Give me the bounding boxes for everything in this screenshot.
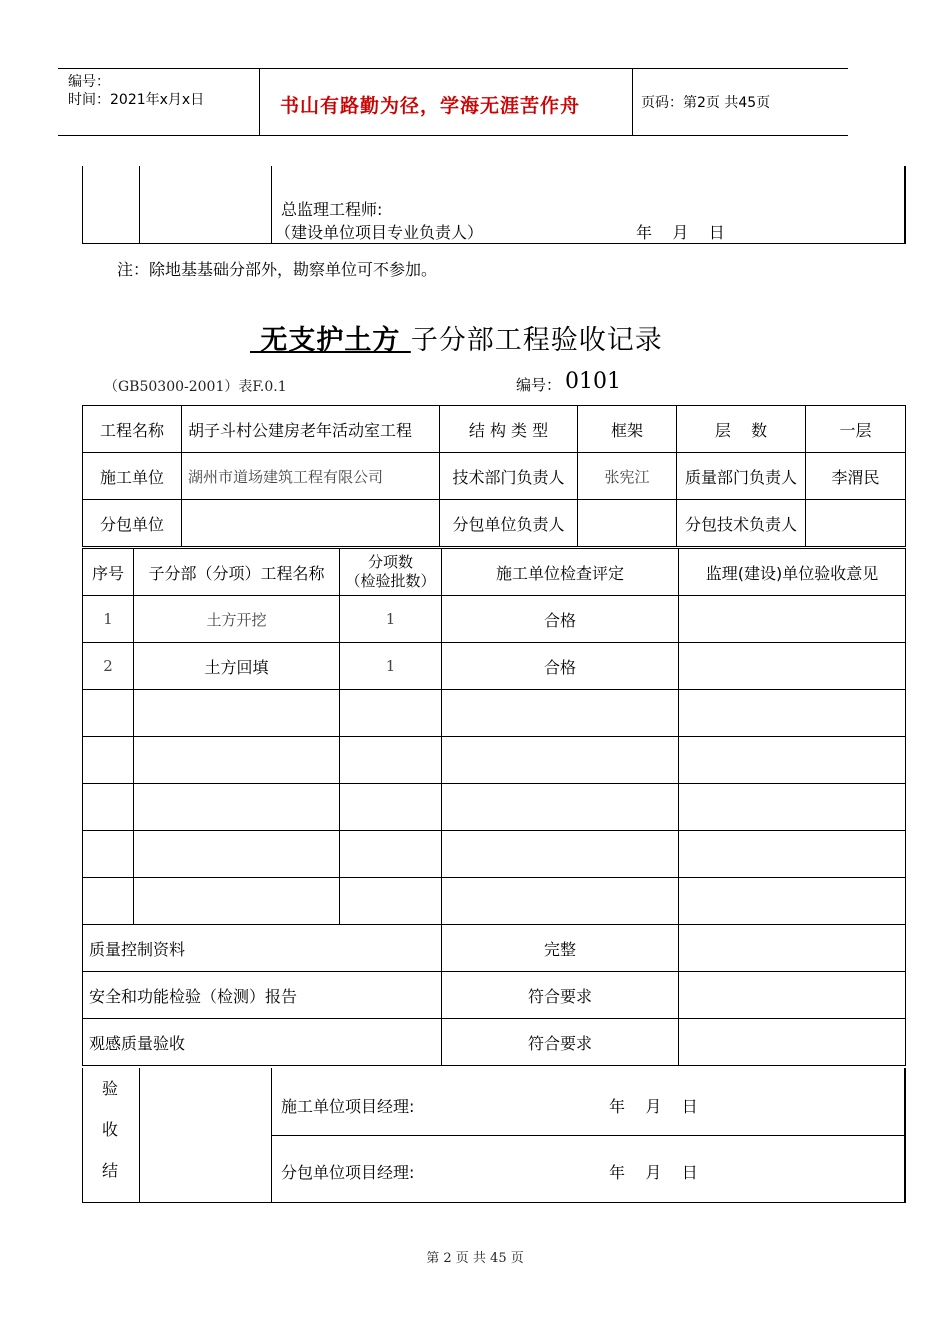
header-row xyxy=(83,549,906,596)
top-date: 年 月 日 xyxy=(636,223,725,242)
col-name: 子分部（分项）工程名称 xyxy=(134,549,340,596)
sub-pm-label: 分包单位项目经理: xyxy=(281,1163,415,1182)
items-table xyxy=(82,548,906,1066)
code-value: 0101 xyxy=(565,369,621,394)
summary-label: 安全和功能检验（检测）报告 xyxy=(83,972,442,1019)
row-check: 合格 xyxy=(442,643,679,690)
code-label: 编号： xyxy=(516,376,562,394)
project-name: 胡子斗村公建房老年活动室工程 xyxy=(182,406,440,453)
empty-row xyxy=(83,878,906,925)
sub-tech-label: 分包技术负责人 xyxy=(677,500,806,547)
quality-head-value: 李渭民 xyxy=(806,453,906,500)
row-opinion xyxy=(679,643,906,690)
row-count: 1 xyxy=(340,596,442,643)
summary-row xyxy=(83,1019,906,1066)
info-table xyxy=(82,405,906,547)
page-footer: 第 2 页 共 45 页 xyxy=(426,1251,524,1266)
row-name: 土方开挖 xyxy=(134,596,340,643)
row-name: 土方回填 xyxy=(134,643,340,690)
col-count-line2: （检验批数） xyxy=(345,572,436,590)
sub-pm-date: 年 月 日 xyxy=(609,1163,698,1182)
summary-label: 观感质量验收 xyxy=(83,1019,442,1066)
header-motto: 书山有路勤为径，学海无涯苦作舟 xyxy=(280,95,581,117)
acceptance-vertical-3: 结 xyxy=(102,1161,119,1180)
structure-value: 框架 xyxy=(578,406,677,453)
row-seq: 1 xyxy=(83,596,134,643)
summary-value: 符合要求 xyxy=(442,1019,679,1066)
col-seq: 序号 xyxy=(83,549,134,596)
summary-label: 质量控制资料 xyxy=(83,925,442,972)
empty-row xyxy=(83,784,906,831)
contractor-pm-date: 年 月 日 xyxy=(609,1097,698,1116)
doc-time: 时间：2021年x月x日 xyxy=(68,92,205,108)
row-opinion xyxy=(679,596,906,643)
col-count xyxy=(340,549,442,596)
summary-row xyxy=(83,972,906,1019)
floors-label: 层 数 xyxy=(677,406,806,453)
floors-value: 一层 xyxy=(806,406,906,453)
row-check: 合格 xyxy=(442,596,679,643)
sub-value xyxy=(182,500,440,547)
sub-label: 分包单位 xyxy=(83,500,182,547)
contractor-label: 施工单位 xyxy=(83,453,182,500)
sub-tech-value xyxy=(806,500,906,547)
col-count-line1: 分项数 xyxy=(367,553,413,571)
summary-value: 完整 xyxy=(442,925,679,972)
contractor-pm-label: 施工单位项目经理: xyxy=(281,1097,415,1116)
sub-head-label: 分包单位负责人 xyxy=(440,500,578,547)
page-indicator: 页码：第2页 共45页 xyxy=(641,95,771,111)
project-name-label: 工程名称 xyxy=(83,406,182,453)
empty-row xyxy=(83,737,906,784)
empty-row xyxy=(83,690,906,737)
standard-ref: （GB50300-2001）表F.0.1 xyxy=(104,379,287,395)
quality-head-label: 质量部门负责人 xyxy=(677,453,806,500)
row-count: 1 xyxy=(340,643,442,690)
table-row xyxy=(83,596,906,643)
col-opinion: 监理(建设)单位验收意见 xyxy=(679,549,906,596)
row-seq: 2 xyxy=(83,643,134,690)
page-title xyxy=(250,318,663,357)
table-row xyxy=(83,643,906,690)
col-check: 施工单位检查评定 xyxy=(442,549,679,596)
note: 注：除地基基础分部外，勘察单位可不参加。 xyxy=(117,260,438,279)
chief-supervisor-label: 总监理工程师: xyxy=(281,200,383,219)
tech-head-label: 技术部门负责人 xyxy=(440,453,578,500)
contractor-value: 湖州市道场建筑工程有限公司 xyxy=(182,453,440,500)
tech-head-value: 张宪江 xyxy=(578,453,677,500)
sub-head-value xyxy=(578,500,677,547)
acceptance-vertical-1: 验 xyxy=(102,1079,119,1098)
empty-row xyxy=(83,831,906,878)
doc-number-label: 编号： xyxy=(68,74,110,90)
structure-label: 结 构 类 型 xyxy=(440,406,578,453)
title-rest: 子分部工程验收记录 xyxy=(410,325,663,356)
summary-value: 符合要求 xyxy=(442,972,679,1019)
owner-rep-label: （建设单位项目专业负责人） xyxy=(275,223,484,242)
summary-row xyxy=(83,925,906,972)
title-subject: 无支护土方 xyxy=(250,325,411,356)
acceptance-vertical-2: 收 xyxy=(102,1120,119,1139)
